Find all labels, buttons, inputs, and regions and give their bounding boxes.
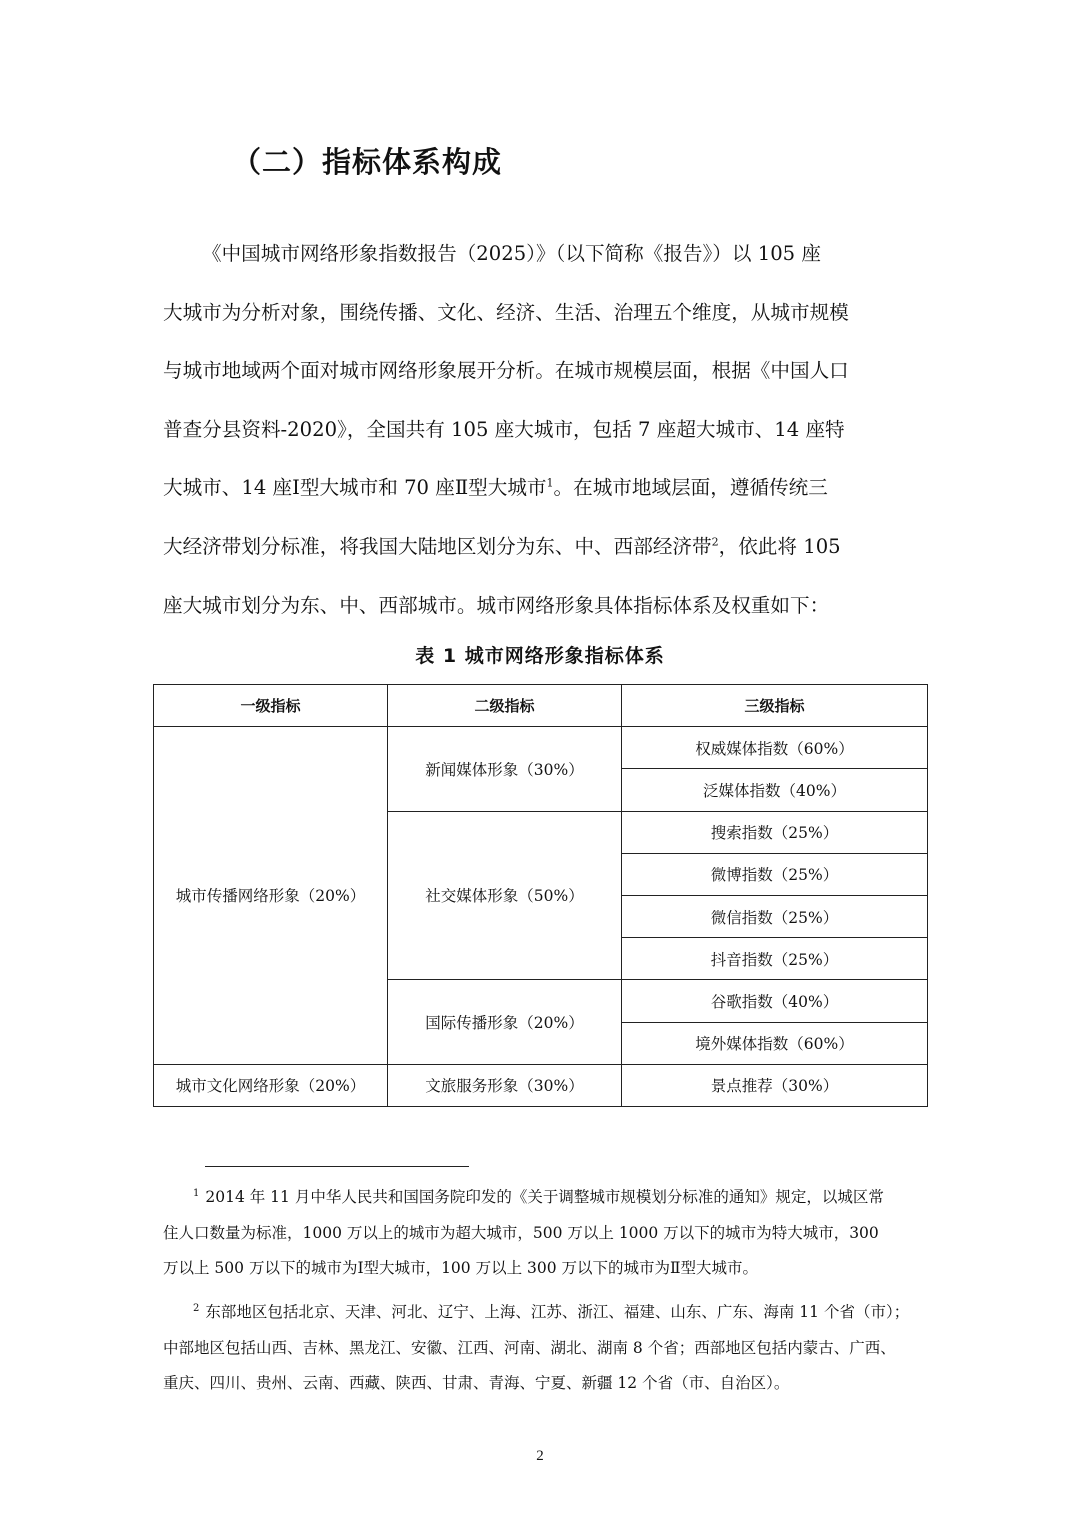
footnote-line: 住人口数量为标准，1000 万以上的城市为超大城市，500 万以上 1000 万以下的城市为特大城市，300 [163,1223,879,1242]
level2-cell: 社交媒体形象（50%） [388,811,622,980]
section-heading: （二）指标体系构成 [232,145,503,179]
paragraph-line: 普查分县资料-2020》，全国共有 105 座大城市，包括 7 座超大城市、14 座特 [163,417,845,441]
table-title: 表 1 城市网络形象指标体系 [415,645,665,667]
footnote-marker: 2 [193,1302,200,1314]
level2-cell: 国际传播形象（20%） [388,980,622,1064]
paragraph-line [163,459,917,518]
table-header-row [154,685,928,727]
level3-cell: 泛媒体指数（40%） [622,769,928,811]
table-row [154,727,928,769]
footnote-separator [205,1166,469,1167]
paragraph-line: 与城市地域两个面对城市网络形象展开分析。在城市规模层面，根据《中国人口 [163,359,849,383]
paragraph-line: 座大城市划分为东、中、西部城市。城市网络形象具体指标体系及权重如下： [163,593,830,617]
paragraph-line: 《中国城市网络形象指数报告（2025）》（以下简称《报告》）以 105 座 [202,242,821,265]
level2-cell: 文旅服务形象（30%） [388,1064,622,1106]
paragraph-text: 。在城市地域层面，遵循传统三 [553,476,828,500]
level3-cell: 谷歌指数（40%） [622,980,928,1022]
level3-cell: 微博指数（25%） [622,853,928,895]
level3-cell: 抖音指数（25%） [622,938,928,980]
footnote-line [163,1180,917,1216]
paragraph-line [163,518,917,577]
footnote-1 [163,1180,917,1287]
footnote-ref-1[interactable]: 1 [546,476,554,490]
index-table [153,684,928,1107]
level3-cell: 景点推荐（30%） [622,1064,928,1106]
paragraph-line: 大城市为分析对象，围绕传播、文化、经济、生活、治理五个维度，从城市规模 [163,300,849,324]
header-level3: 三级指标 [622,685,928,727]
level1-cell: 城市文化网络形象（20%） [154,1064,388,1106]
footnote-line: 重庆、四川、贵州、云南、西藏、陕西、甘肃、青海、宁夏、新疆 12 个省（市、自治区）。 [163,1374,790,1392]
footnote-text: 2014 年 11 月中华人民共和国国务院印发的《关于调整城市规模划分标准的通知》规定，以城区常 [205,1188,884,1206]
footnote-marker: 1 [193,1187,200,1199]
header-level2: 二级指标 [388,685,622,727]
level3-cell: 微信指数（25%） [622,895,928,937]
footnote-2 [163,1295,917,1402]
level3-cell: 权威媒体指数（60%） [622,727,928,769]
footnote-text: 东部地区包括北京、天津、河北、辽宁、上海、江苏、浙江、福建、山东、广东、海南 11 个省（市）； [205,1303,910,1321]
body-paragraph [163,225,917,635]
footnote-line: 万以上 500 万以下的城市为Ⅰ型大城市，100 万以上 300 万以下的城市为Ⅱ型大城市。 [163,1259,759,1277]
level3-cell: 境外媒体指数（60%） [622,1022,928,1064]
level1-cell: 城市传播网络形象（20%） [154,727,388,1065]
header-level1: 一级指标 [154,685,388,727]
paragraph-text: 大城市、14 座Ⅰ型大城市和 70 座Ⅱ型大城市 [163,476,547,500]
paragraph-text: 大经济带划分标准，将我国大陆地区划分为东、中、西部经济带 [163,534,712,558]
paragraph-text: ，依此将 105 [718,534,841,558]
page-number: 2 [536,1448,544,1464]
level3-cell: 搜索指数（25%） [622,811,928,853]
level2-cell: 新闻媒体形象（30%） [388,727,622,811]
footnote-ref-2[interactable]: 2 [711,535,719,549]
footnote-line [163,1295,917,1331]
footnote-line: 中部地区包括山西、吉林、黑龙江、安徽、江西、河南、湖北、湖南 8 个省；西部地区包括内蒙古、广西、 [163,1338,896,1357]
table-row [154,1064,928,1106]
